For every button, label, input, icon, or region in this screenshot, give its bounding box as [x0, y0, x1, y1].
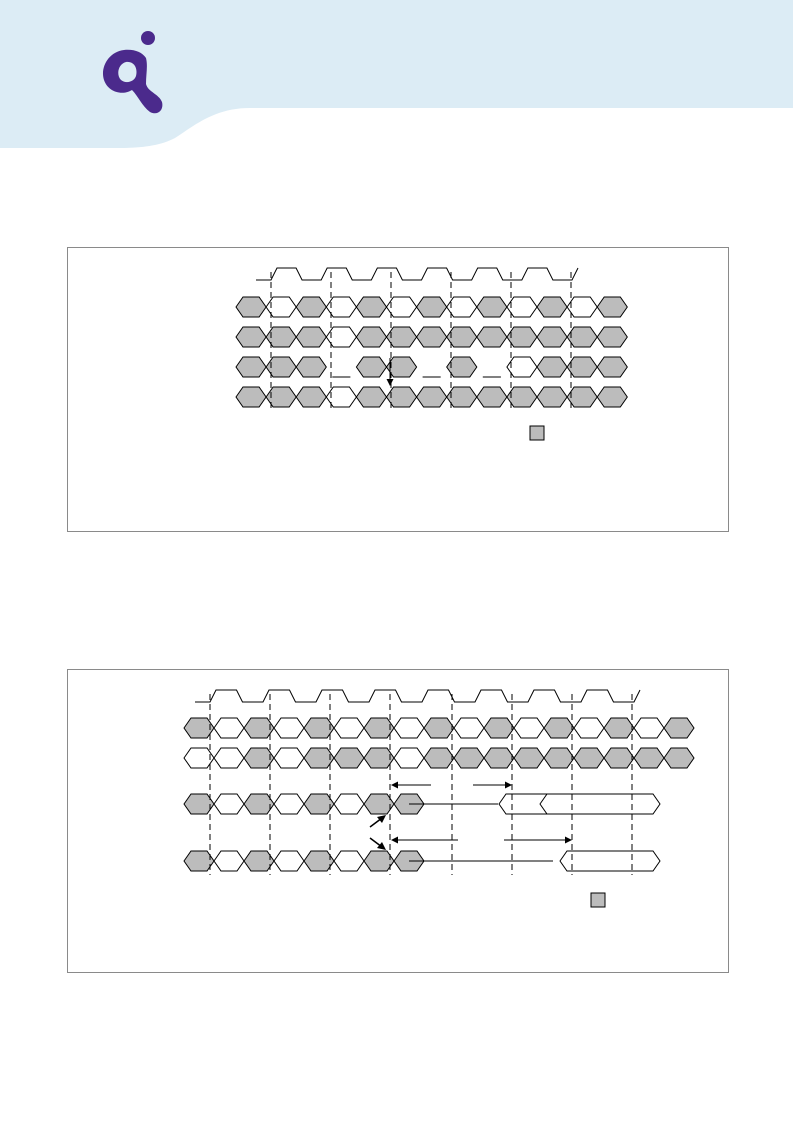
bus-row-1-segment-9 — [454, 718, 484, 738]
bus-row-4-segment-12 — [597, 387, 627, 407]
bus-row-2-segment-1 — [214, 748, 244, 768]
bus-row-1-segment-2 — [296, 297, 326, 317]
bus-row-1-segment-4 — [356, 297, 386, 317]
bus-row-4-segment-2 — [296, 387, 326, 407]
bus-row-3-segment-2 — [296, 357, 326, 377]
bus-row-4-segment-6 — [417, 387, 447, 407]
bus-row-1-segment-5 — [334, 718, 364, 738]
latency-arrow-1-right-head — [505, 782, 512, 789]
latency-arrow-2-left-head — [391, 837, 398, 844]
bus-row-2-segment-13 — [574, 748, 604, 768]
bus-row-2-segment-7 — [394, 748, 424, 768]
bus-row-4-segment-8 — [477, 387, 507, 407]
clock-signal — [195, 690, 640, 702]
bus-row-2-segment-8 — [477, 327, 507, 347]
stall-row-2-resume-0 — [560, 851, 660, 871]
pointer-arrow-down-head — [377, 842, 386, 850]
bus-row-1-segment-10 — [484, 718, 514, 738]
bus-row-1-segment-11 — [514, 718, 544, 738]
bus-row-1-segment-15 — [634, 718, 664, 738]
timing-diagram-2 — [67, 669, 729, 973]
bus-row-2-segment-0 — [236, 327, 266, 347]
stall-row-1-resume-1 — [540, 794, 660, 814]
bus-row-1-segment-8 — [477, 297, 507, 317]
latency-arrow-2-right-head — [565, 837, 572, 844]
bus-row-3-segment-12 — [597, 357, 627, 377]
bus-row-1-segment-0 — [236, 297, 266, 317]
bus-row-4-segment-10 — [537, 387, 567, 407]
data-arrow-head — [387, 379, 394, 386]
bus-row-2-segment-12 — [597, 327, 627, 347]
bus-row-4-segment-0 — [236, 387, 266, 407]
bus-row-1-segment-10 — [537, 297, 567, 317]
bus-row-2-segment-11 — [514, 748, 544, 768]
bus-row-1-segment-3 — [274, 718, 304, 738]
bus-row-2-segment-3 — [274, 748, 304, 768]
bus-row-3-segment-4 — [356, 357, 386, 377]
latency-arrow-1-left-head — [391, 782, 398, 789]
legend-swatch — [591, 893, 605, 907]
bus-row-2-segment-5 — [334, 748, 364, 768]
bus-row-1-segment-12 — [597, 297, 627, 317]
bus-row-1-segment-14 — [604, 718, 634, 738]
timing-diagram-1 — [67, 247, 729, 532]
bus-row-1-segment-8 — [424, 718, 454, 738]
bus-row-2-segment-10 — [484, 748, 514, 768]
stall-row-2-segment-5 — [334, 851, 364, 871]
bus-row-2-segment-9 — [454, 748, 484, 768]
legend-swatch — [530, 426, 544, 440]
bus-row-1-segment-12 — [544, 718, 574, 738]
bus-row-2-segment-2 — [296, 327, 326, 347]
bus-row-2-segment-16 — [664, 748, 694, 768]
q-logo-icon — [96, 30, 166, 116]
stall-row-1-segment-5 — [334, 794, 364, 814]
bus-row-2-segment-14 — [604, 748, 634, 768]
bus-row-2-segment-12 — [544, 748, 574, 768]
bus-row-1-segment-16 — [664, 718, 694, 738]
timing-diagram-2-svg — [68, 670, 730, 974]
stall-row-2-segment-3 — [274, 851, 304, 871]
stall-row-1-segment-1 — [214, 794, 244, 814]
bus-row-2-segment-4 — [356, 327, 386, 347]
bus-row-3-segment-10 — [537, 357, 567, 377]
clock-signal — [256, 268, 578, 280]
bus-row-3-segment-0 — [236, 357, 266, 377]
stall-row-1-segment-3 — [274, 794, 304, 814]
bus-row-2-segment-8 — [424, 748, 454, 768]
bus-row-1-segment-7 — [394, 718, 424, 738]
bus-row-1-segment-13 — [574, 718, 604, 738]
bus-row-4-segment-11 — [567, 387, 597, 407]
timing-diagram-1-svg — [68, 248, 730, 533]
bus-row-2-segment-15 — [634, 748, 664, 768]
pointer-arrow-up-head — [377, 815, 386, 823]
bus-row-2-segment-11 — [567, 327, 597, 347]
bus-row-4-segment-4 — [356, 387, 386, 407]
bus-row-1-segment-1 — [214, 718, 244, 738]
bus-row-3-segment-11 — [567, 357, 597, 377]
bus-row-1-segment-11 — [567, 297, 597, 317]
bus-row-2-segment-10 — [537, 327, 567, 347]
stall-row-2-segment-1 — [214, 851, 244, 871]
bus-row-2-segment-6 — [417, 327, 447, 347]
bus-row-1-segment-6 — [417, 297, 447, 317]
